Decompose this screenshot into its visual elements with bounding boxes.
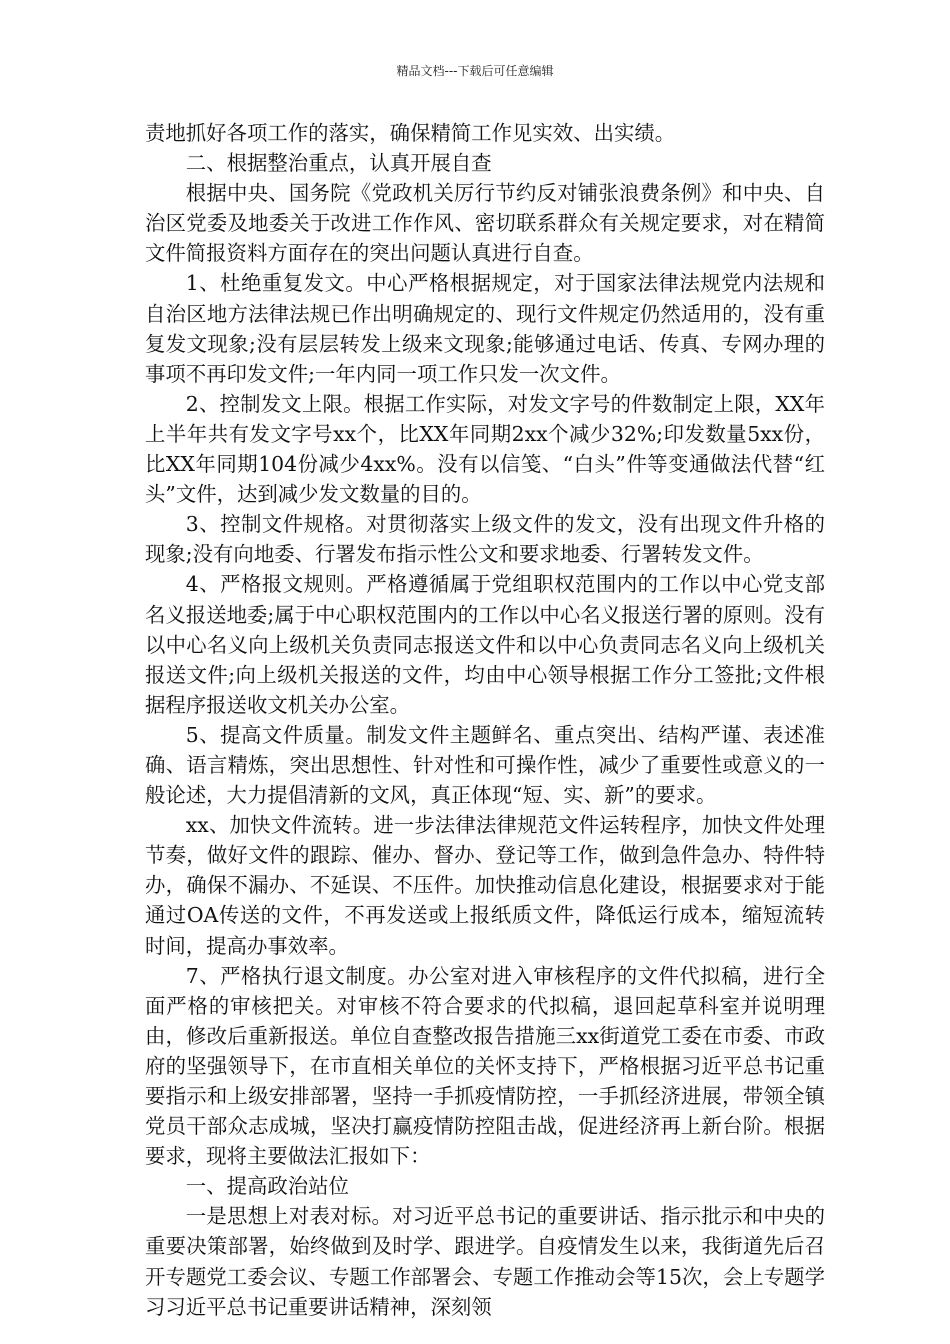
paragraph: 责地抓好各项工作的落实，确保精简工作见实效、出实绩。 — [145, 121, 676, 145]
document-body — [145, 118, 825, 1322]
section-heading: 二、根据整治重点，认真开展自查 — [185, 151, 492, 176]
paragraph: 1、杜绝重复发文。中心严格根据规定，对于国家法律法规党内法规和自治区地方法律法规已作出明确规定的、现行文件规定仍然适用的，没有重复发文现象;没有层层转发上级来文现象;能够通过电话、传真、专网办理的事项不再印发文件;一年内同一项工作只发一次文件。 — [145, 271, 825, 386]
paragraph: 一是思想上对表对标。对习近平总书记的重要讲话、指示批示和中央的重要决策部署，始终做到及时学、跟进学。自疫情发生以来，我街道先后召开专题党工委会议、专题工作部署会、专题工作推动会等15次，会上专题学习习近平总书记重要讲话精神，深刻领 — [145, 1204, 825, 1319]
paragraph: 4、严格报文规则。严格遵循属于党组职权范围内的工作以中心党支部名义报送地委;属于中心职权范围内的工作以中心名义报送行署的原则。没有以中心名义向上级机关负责同志报送文件和以中心负责同志名义向上级机关报送文件;向上级机关报送的文件，均由中心领导根据工作分工签批;文件根据程序报送收文机关办公室。 — [145, 572, 825, 717]
section-heading: 一、提高政治站位 — [185, 1174, 349, 1199]
paragraph: 根据中央、国务院《党政机关厉行节约反对铺张浪费条例》和中央、自治区党委及地委关于改进工作作风、密切联系群众有关规定要求，对在精简文件简报资料方面存在的突出问题认真进行自查。 — [145, 181, 825, 266]
paragraph: 2、控制发文上限。根据工作实际，对发文字号的件数制定上限，XX年上半年共有发文字号xx个，比XX年同期2xx个减少32%;印发数量5xx份，比XX年同期104份减少4xx%。没有以信笺、“白头”件等变通做法代替“红头”文件，达到减少发文数量的目的。 — [145, 391, 825, 507]
paragraph: 7、严格执行退文制度。办公室对进入审核程序的文件代拟稿，进行全面严格的审核把关。对审核不符合要求的代拟稿，退回起草科室并说明理由，修改后重新报送。单位自查整改报告措施三xx街道党工委在市委、市政府的坚强领导下，在市直相关单位的关怀支持下，严格根据习近平总书记重要指示和上级安排部署，坚持一手抓疫情防控，一手抓经济进展，带领全镇党员干部众志成城，坚决打赢疫情防控阻击战，促进经济再上新台阶。根据要求，现将主要做法汇报如下： — [145, 963, 825, 1169]
paragraph: xx、加快文件流转。进一步法律法律规范文件运转程序，加快文件处理节奏，做好文件的跟踪、催办、督办、登记等工作，做到急件急办、特件特办，确保不漏办、不延误、不压件。加快推动信息化建设，根据要求对于能通过OA传送的文件，不再发送或上报纸质文件，降低运行成本，缩短流转时间，提高办事效率。 — [145, 813, 825, 958]
page-header: 精品文档---下载后可任意编辑 — [396, 64, 554, 78]
paragraph: 3、控制文件规格。对贯彻落实上级文件的发文，没有出现文件升格的现象;没有向地委、行署发布指示性公文和要求地委、行署转发文件。 — [145, 512, 825, 567]
paragraph: 5、提高文件质量。制发文件主题鲜名、重点突出、结构严谨、表述准确、语言精炼，突出思想性、针对性和可操作性，减少了重要性或意义的一般论述，大力提倡清新的文风，真正体现“短、实、新”的要求。 — [145, 722, 825, 808]
